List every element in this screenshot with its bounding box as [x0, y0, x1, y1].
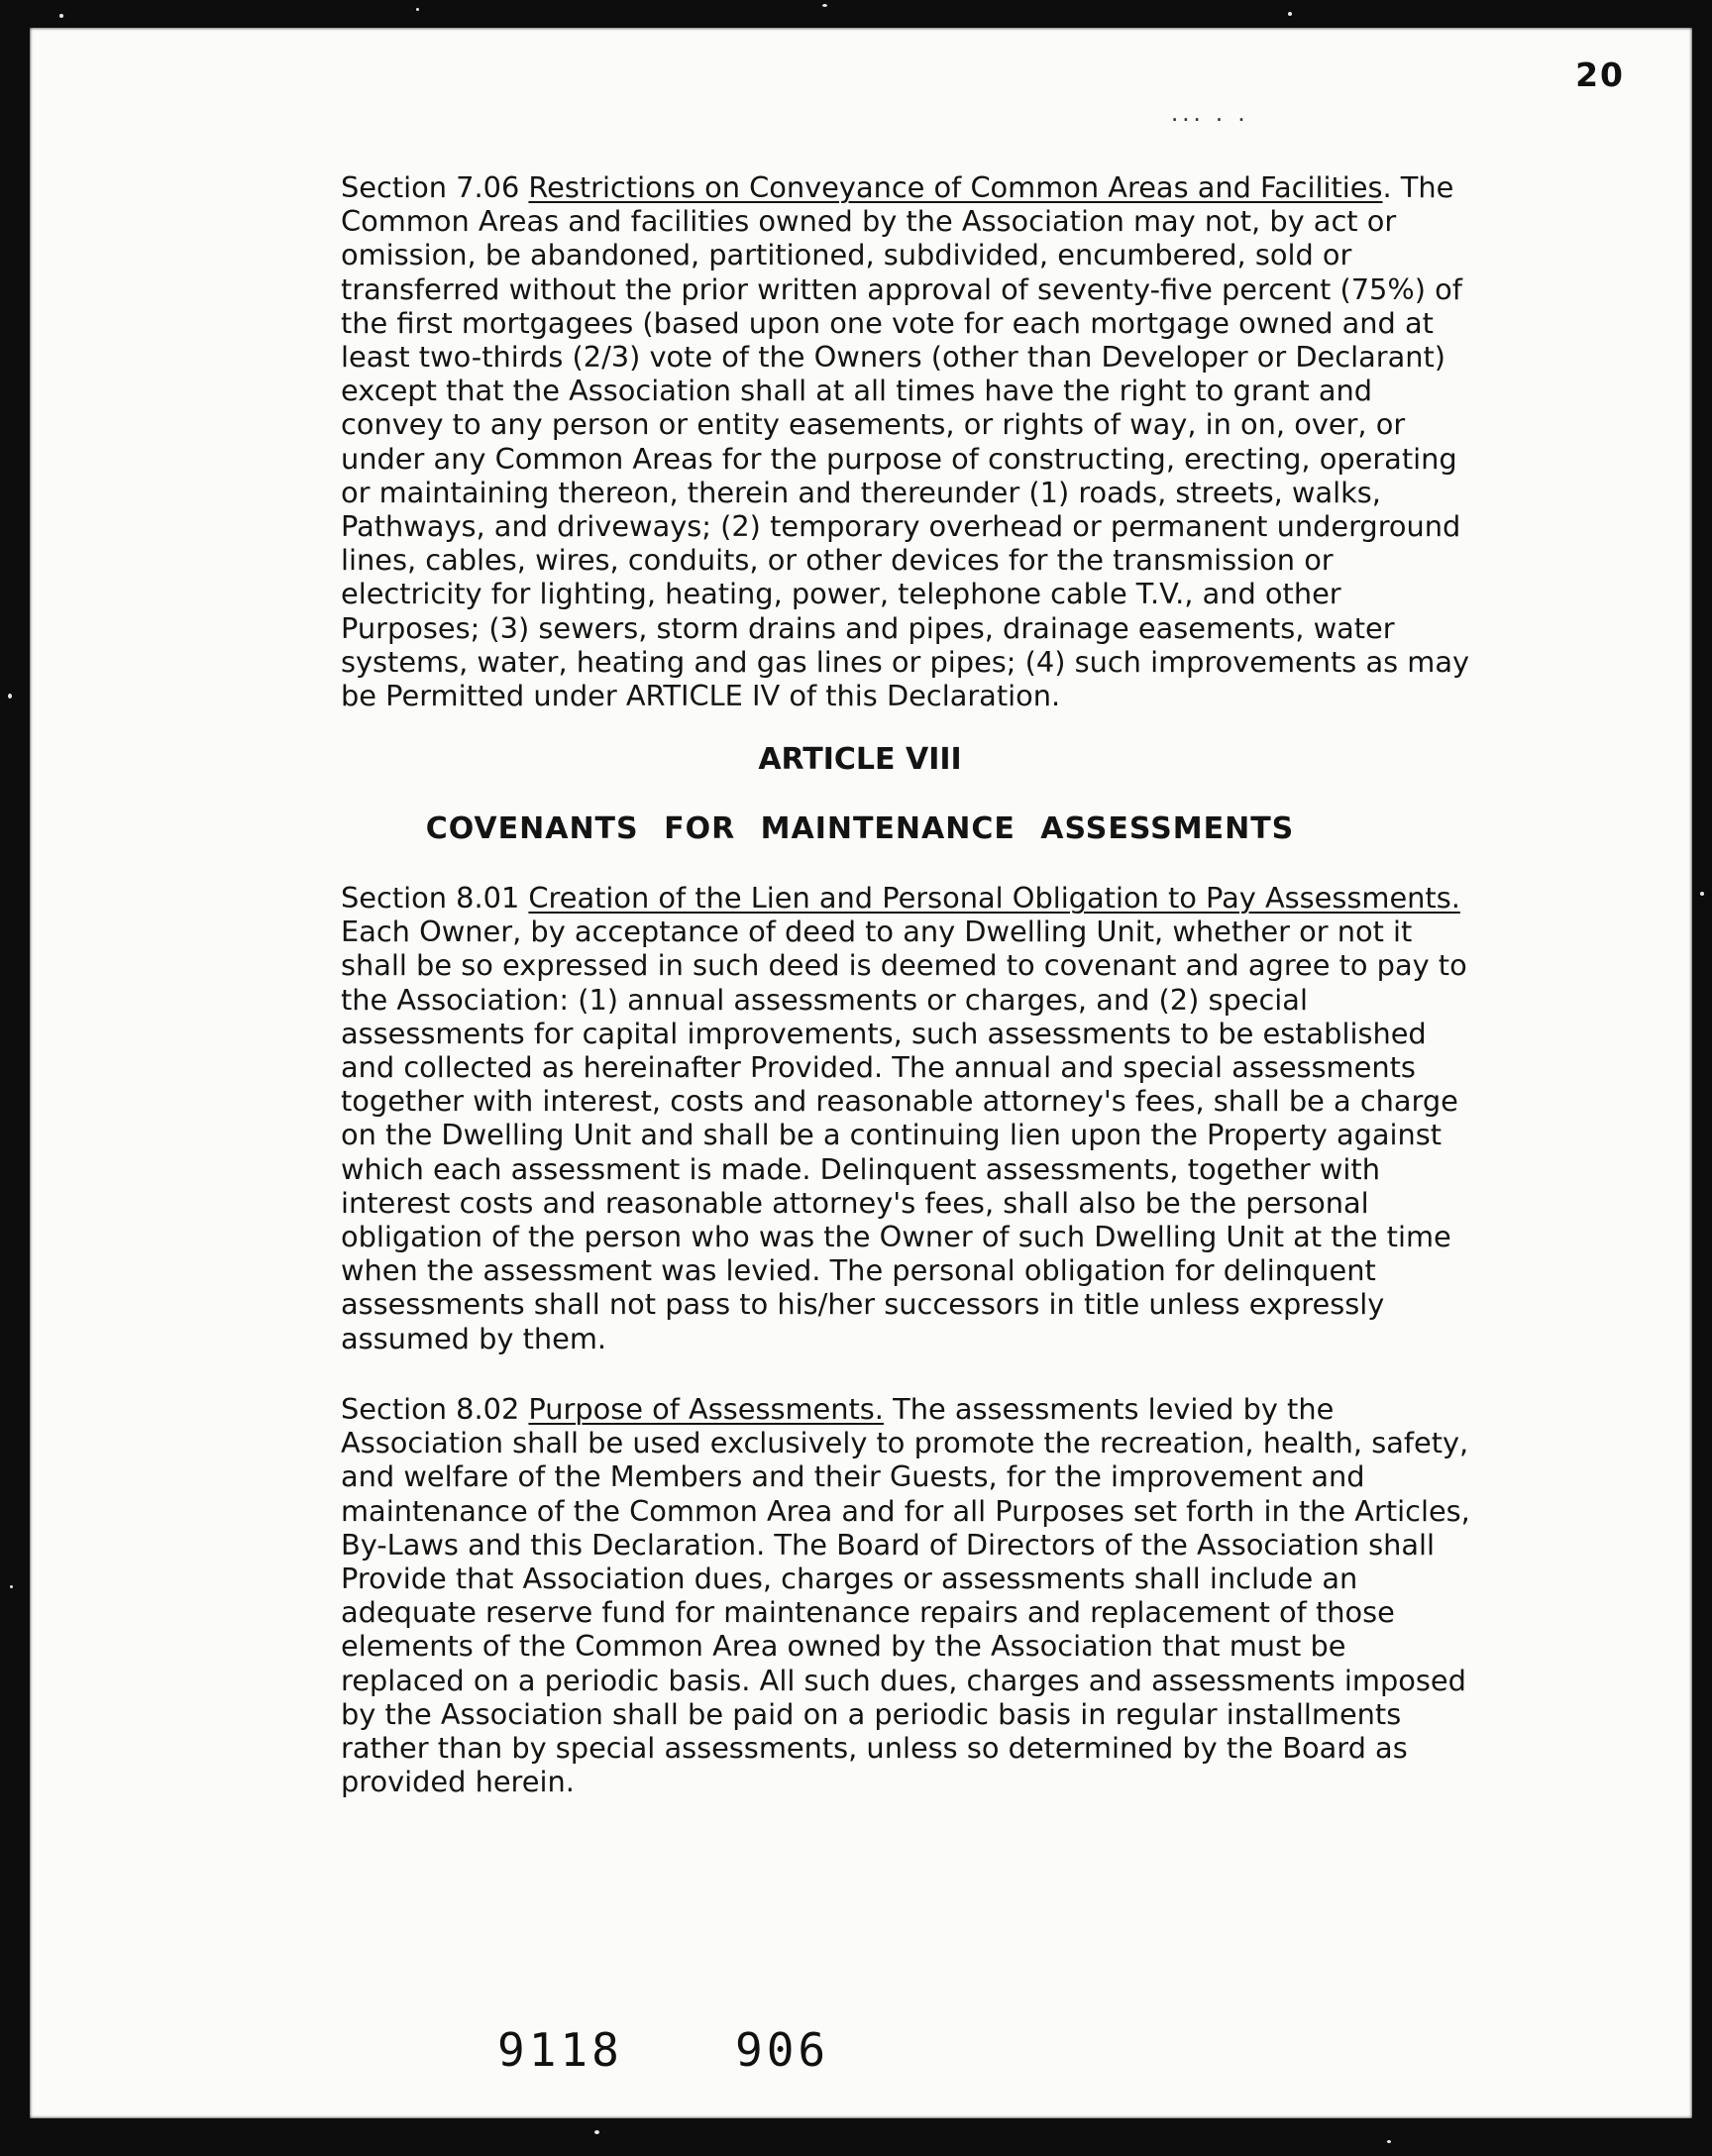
scan-speck [1288, 12, 1292, 16]
article-title: COVENANTS FOR MAINTENANCE ASSESSMENTS [425, 811, 1295, 846]
stray-marks: ... . . [1171, 97, 1249, 127]
section-title: Purpose of Assessments. [528, 1392, 884, 1426]
section-8-01 [246, 881, 1474, 1355]
scan-speck [1387, 2140, 1391, 2143]
section-number: Section 8.02 [341, 1392, 520, 1426]
section-number: Section 7.06 [341, 170, 520, 204]
section-body: . The Common Areas and facilities owned by the Association may not, by act or omission, be abandoned, partitioned, subdivided, encumbered, sold or transferred without the prior written approval of seventy-five percent (75%) of the first mortgagees (based upon one vote for each mortgage owned and at least two-thirds (2/3) vote of the Owners (other than Developer or Declarant) except that the Association shall at all times have the right to grant and convey to any person or entity easements, or rights of way, in on, over, or under any Common Areas for the purpose of constructing, erecting, operating or maintaining thereon, therein and thereunder (1) roads, streets, walks, Pathways, and driveways; (2) temporary overhead or permanent underground lines, cables, wires, conduits, or other devices for the transmission or electricity for lighting, heating, power, telephone cable T.V., and other Purposes; (3) sewers, storm drains and pipes, drainage easements, water systems, water, heating and gas lines or pipes; (4) such improvements as may be Permitted under ARTICLE IV of this Declaration. [341, 170, 1470, 713]
section-title: Restrictions on Conveyance of Common Areas and Facilities [528, 170, 1383, 204]
article-heading: ARTICLE VIII [758, 742, 962, 777]
section-8-02 [246, 1392, 1474, 1798]
footer-stamp-right: 906 [735, 2023, 830, 2077]
scan-speck [59, 14, 63, 18]
footer-stamp-left: 9118 [497, 2023, 623, 2077]
scan-speck [822, 4, 827, 7]
page-number: 20 [1575, 55, 1625, 94]
section-number: Section 8.01 [341, 881, 520, 915]
scan-speck [1700, 892, 1704, 896]
scan-speck [416, 8, 419, 11]
section-7-06 [246, 170, 1474, 712]
section-body: The assessments levied by the Association shall be used exclusively to promote the recreation, health, safety, and welfare of the Members and their Guests, for the improvement and maintenance of the Common Area and for all Purposes set forth in the Articles, By-Laws and this Declaration. The Board of Directors of the Association shall Provide that Association dues, charges or assessments shall include an adequate reserve fund for maintenance repairs and replacement of those elements of the Common Area owned by the Association that must be replaced on a periodic basis. All such dues, charges and assessments imposed by the Association shall be paid on a periodic basis in regular installments rather than by special assessments, unless so determined by the Board as provided herein. [341, 1392, 1470, 1799]
section-title: Creation of the Lien and Personal Obligation to Pay Assessments. [528, 881, 1460, 915]
scan-speck [10, 1585, 13, 1588]
section-body: Each Owner, by acceptance of deed to any Dwelling Unit, whether or not it shall be so expressed in such deed is deemed to covenant and agree to pay to the Association: (1) annual assessments or charges, and (2) special assessments for capital improvements, such assessments to be established and collected as hereinafter Provided. The annual and special assessments together with interest, costs and reasonable attorney's fees, shall be a charge on the Dwelling Unit and shall be a continuing lien upon the Property against which each assessment is made. Delinquent assessments, together with interest costs and reasonable attorney's fees, shall also be the personal obligation of the person who was the Owner of such Dwelling Unit at the time when the assessment was levied. The personal obligation for delinquent assessments shall not pass to his/her successors in title unless expressly assumed by them. [341, 915, 1467, 1355]
scan-speck [594, 2130, 599, 2134]
scan-speck [8, 694, 12, 699]
